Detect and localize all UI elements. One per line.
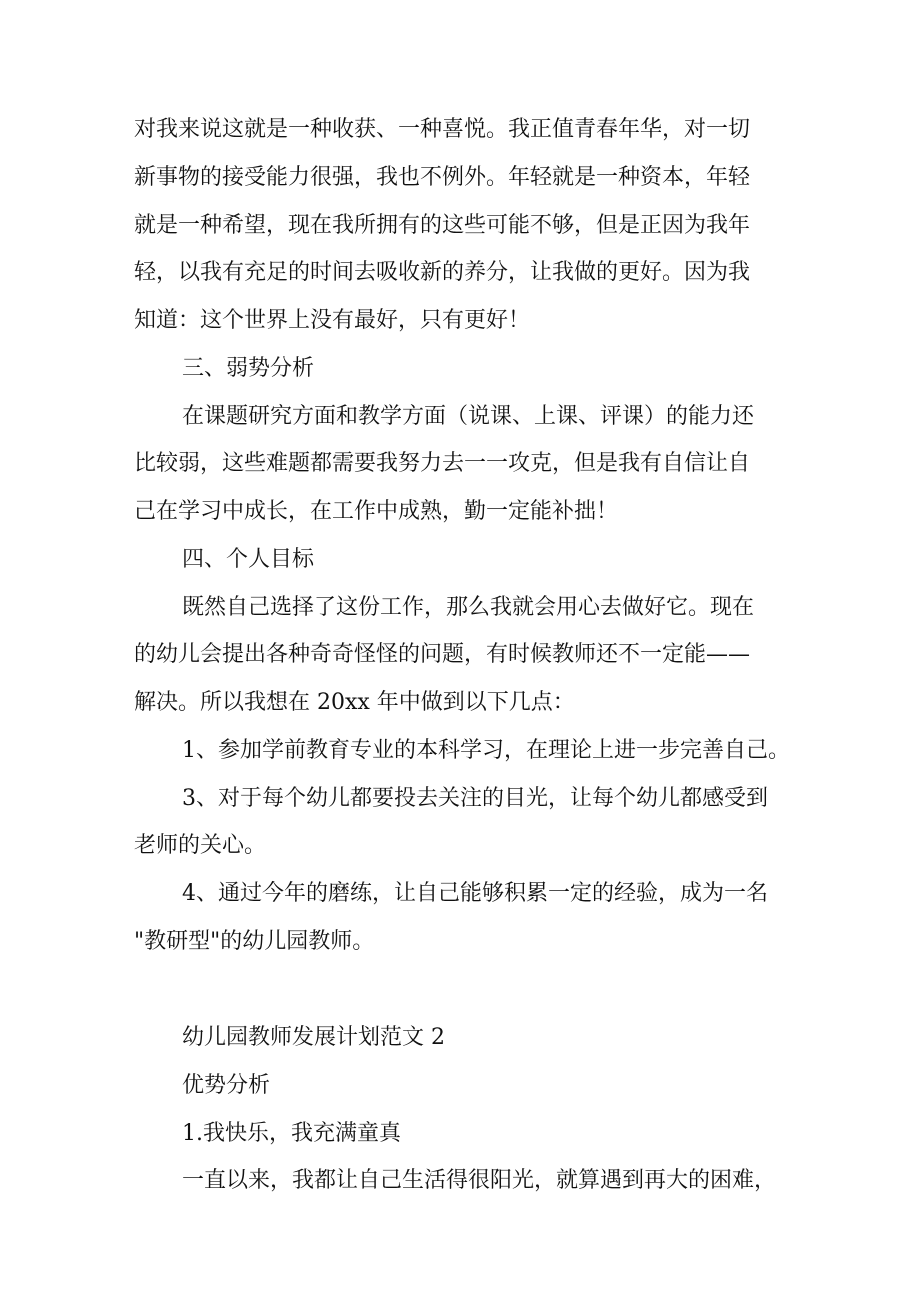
paragraph-line: 既然自己选择了这份工作，那么我就会用心去做好它。现在 xyxy=(182,595,755,620)
section-heading-strengths: 优势分析 xyxy=(182,1073,271,1098)
paragraph-line: 就是一种希望，现在我所拥有的这些可能不够，但是正因为我年 xyxy=(134,213,751,238)
section-heading-weakness: 三、弱势分析 xyxy=(182,356,315,381)
paragraph-line: "教研型"的幼儿园教师。 xyxy=(134,929,375,954)
paragraph-line: 己在学习中成长，在工作中成熟，勤一定能补拙！ xyxy=(134,499,619,524)
paragraph-line: 的幼儿会提出各种奇奇怪怪的问题，有时候教师还不一定能—— xyxy=(134,642,751,667)
article-title: 幼儿园教师发展计划范文 2 xyxy=(182,1025,445,1050)
paragraph-line: 一直以来，我都让自己生活得很阳光，就算遇到再大的困难， xyxy=(182,1168,777,1193)
list-item-4: 4、通过今年的磨练，让自己能够积累一定的经验，成为一名 xyxy=(182,881,768,906)
paragraph-line: 在课题研究方面和教学方面（说课、上课、评课）的能力还 xyxy=(182,404,755,429)
paragraph-line: 轻，以我有充足的时间去吸收新的养分，让我做的更好。因为我 xyxy=(134,260,751,285)
paragraph-line: 对我来说这就是一种收获、一种喜悦。我正值青春年华，对一切 xyxy=(134,117,751,142)
paragraph-line: 比较弱，这些难题都需要我努力去一一攻克，但是我有自信让自 xyxy=(134,451,751,476)
subheading: 1.我快乐，我充满童真 xyxy=(182,1121,401,1146)
paragraph-line: 老师的关心。 xyxy=(134,833,267,858)
paragraph-line: 解决。所以我想在 20xx 年中做到以下几点： xyxy=(134,690,575,715)
paragraph-line: 新事物的接受能力很强，我也不例外。年轻就是一种资本，年轻 xyxy=(134,165,751,190)
list-item-3: 3、对于每个幼儿都要投去关注的目光，让每个幼儿都感受到 xyxy=(182,786,768,811)
section-heading-goals: 四、个人目标 xyxy=(182,547,315,572)
paragraph-line: 知道：这个世界上没有最好，只有更好！ xyxy=(134,308,531,333)
list-item-1: 1、参加学前教育专业的本科学习，在理论上进一步完善自己。 xyxy=(182,738,790,763)
